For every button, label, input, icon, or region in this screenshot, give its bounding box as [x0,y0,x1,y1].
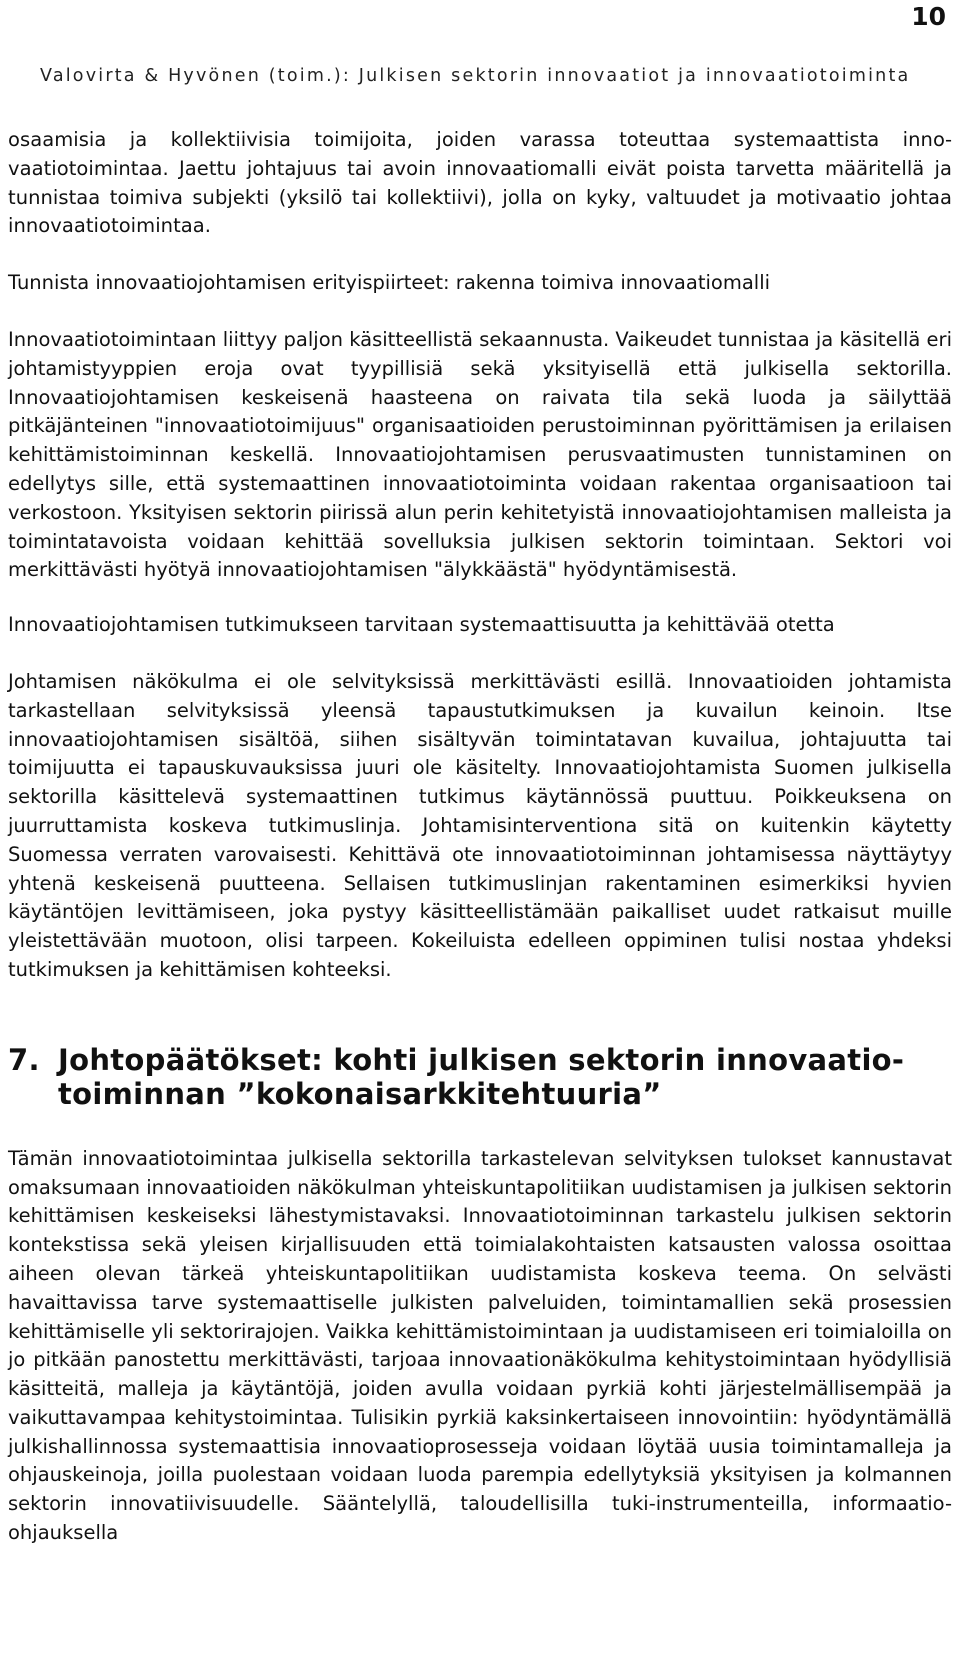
chapter-number: 7. [8,1042,40,1077]
running-header: Valovirta & Hyvönen (toim.): Julkisen sektorin innovaatiot ja innovaatiotoiminta [40,66,911,86]
page-number: 10 [911,2,946,31]
subheading-research-systematicity: Innovaatiojohtamisen tutkimukseen tarvitaan systemaattisuutta ja kehittävää otetta [8,613,835,637]
chapter-heading [8,1043,952,1111]
paragraph-conclusions: Tämän innovaatiotoimintaa julkisella sektorilla tarkastelevan selvityksen tulokset kannustavat omaksumaan innovaatioiden näkökulman yhteiskuntapolitiikan uudistamisen ja julkisen sektorin kehittämisen keskeiseksi lähestymistavaksi. Innovaatiotoiminnan tarkastelu julkisen sektorin kontekstissa sekä yleisen kirjallisuuden että toimialakohtaisten katsausten valossa osoittaa aiheen olevan tärkeä yhteiskuntapolitiikan uudistamista koskeva teema. On selvästi havaittavissa tarve systemaattiselle julkisten palveluiden, toimintamallien sekä prosessien kehittämiselle yli sektorirajojen. Vaikka kehittämistoimintaan ja uudistamiseen eri toimialoilla on jo pitkään panostettu merkittävästi, tarjoaa innovaationäkökulma kehitystoimintaan hyödyllisiä käsitteitä, malleja ja käytäntöjä, joiden avulla voidaan pyrkiä kohti järjestelmällisempää ja vaikuttavampaa kehitystoimintaa. Tulisikin pyrkiä kaksinkertaiseen innovointiin: hyödyntämällä julkishallinnossa systemaattisia innovaatioprosesseja voidaan löytää uusia toimintamalleja ja ohjauskeinoja, joilla puolestaan voidaan luoda parempia edellytyksiä yksityisen ja kolmannen sektorin innovatiivisuudelle. Sääntelyllä, taloudellisilla tuki-instrumenteilla, informaatio-ohjauksella [8,1146,952,1545]
chapter-title: Johtopäätökset: kohti julkisen sektorin innovaatiotoiminnan ”kokonaisarkkitehtuuria” [58,1042,904,1111]
subheading-innovation-management: Tunnista innovaatiojohtamisen erityispiirteet: rakenna toimiva innovaatiomalli [8,271,771,295]
paragraph-conceptual-confusion: Innovaatiotoimintaan liittyy paljon käsitteellistä sekaannusta. Vaikeudet tunnistaa ja käsitellä eri johtamistyyppien eroja ovat tyypillisiä sekä yksityisellä että julkisella sektorilla. Innovaatiojohtamisen keskeisenä haasteena on raivata tila sekä luoda ja säilyttää pitkäjänteinen "innovaatiotoimijuus" organisaatioiden perustoiminnan pyörittämisen ja erilaisen kehittämistoiminnan keskellä. Innovaatiojohtamisen perusvaatimusten tunnistaminen on edellytys sille, että systemaattinen innovaatiotoiminta voidaan rakentaa organisaatioon tai verkostoon. Yksityisen sektorin piirissä alun perin kehitetyistä innovaatiojohtamisen malleista ja toimintatavoista voidaan kehittää sovelluksia julkisen sektorin toimintaan. Sektori voi merkittävästi hyötyä innovaatiojohtamisen "älykkäästä" hyödyntämisestä. [8,327,952,582]
paragraph-leadership: osaamisia ja kollektiivisia toimijoita, joiden varassa toteuttaa systemaattista innovaatiotoimintaa. Jaettu johtajuus tai avoin innovaatiomalli eivät poista tarvetta määritellä ja tunnistaa toimiva subjekti (yksilö tai kollektiivi), jolla on kyky, valtuudet ja motivaatio johtaa innovaatiotoimintaa. [8,128,952,238]
document-body [8,126,952,1548]
paragraph-management-perspective: Johtamisen näkökulma ei ole selvityksissä merkittävästi esillä. Innovaatioiden johtamista tarkastellaan selvityksissä yleensä tapaustutkimuksen ja kuvailun keinoin. Itse innovaatiojohtamisen sisältöä, siihen sisältyvän toimintatavan kuvailua, johtajuutta tai toimijuutta ei tapauskuvauksissa juuri ole käsitelty. Innovaatiojohtamista Suomen julkisella sektorilla käsittelevä systemaattinen tutkimus käytännössä puuttuu. Poikkeuksena on juurruttamista koskeva tutkimuslinja. Johtamisinterventiona sitä on kuitenkin käytetty Suomessa verraten varovaisesti. Kehittävä ote innovaatiotoiminnan johtamisessa näyttäytyy yhtenä keskeisenä puutteena. Sellaisen tutkimuslinjan rakentaminen esimerkiksi hyvien käytäntöjen levittämiseen, joka pystyy käsitteellistämään paikalliset uudet ratkaisut muille yleistettävään muotoon, olisi tarpeen. Kokeiluista edelleen oppiminen tulisi nostaa yhdeksi tutkimuksen ja kehittämisen kohteeksi. [8,669,952,981]
